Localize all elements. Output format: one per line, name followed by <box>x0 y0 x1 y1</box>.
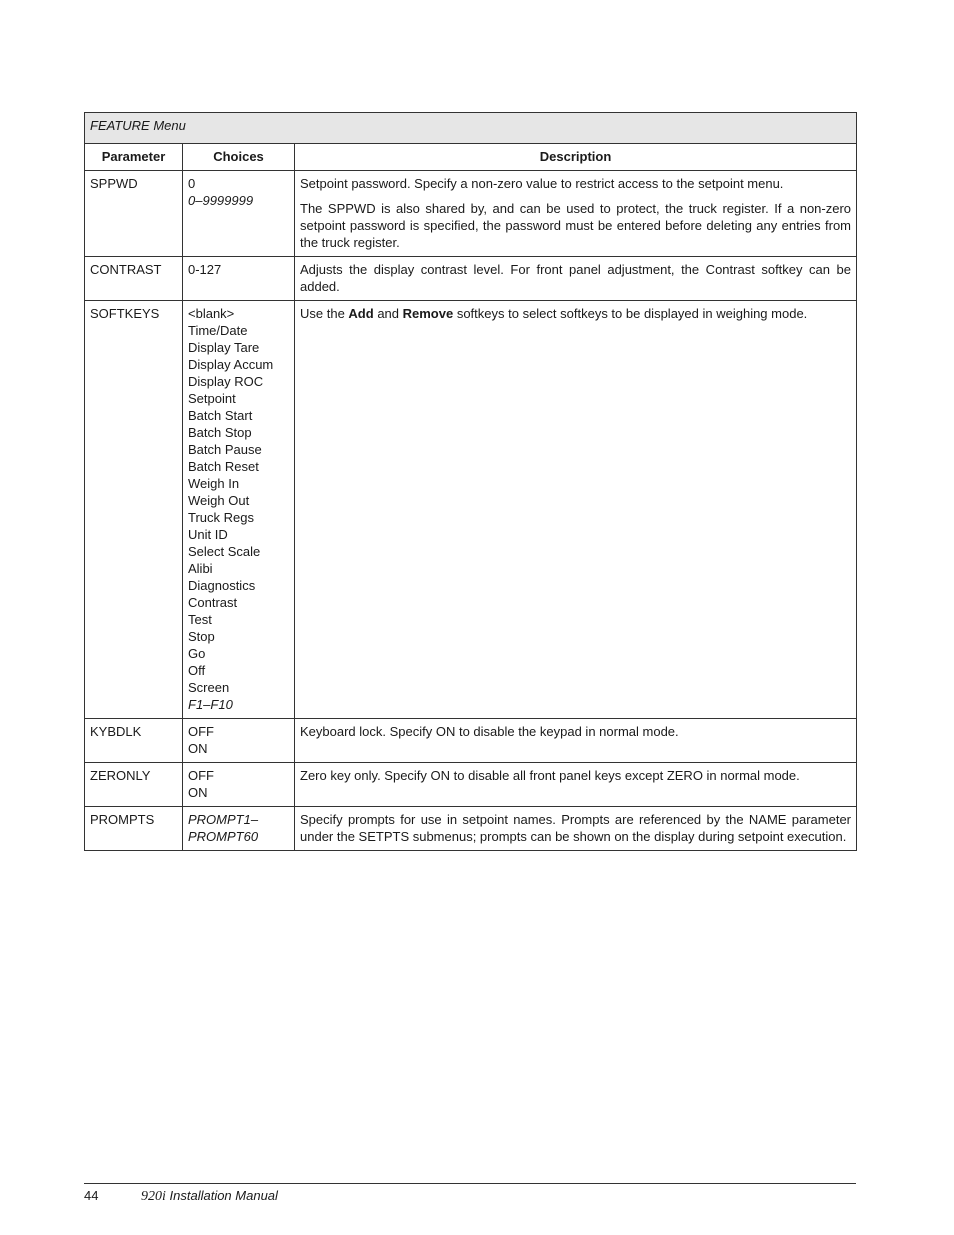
description-cell <box>295 763 857 807</box>
desc-text: and <box>373 306 403 321</box>
parameter-cell: SPPWD <box>85 171 183 257</box>
description-paragraph: Setpoint password. Specify a non-zero value to restrict access to the setpoint menu. <box>300 176 784 191</box>
choices-cell <box>183 719 295 763</box>
choice-item: 0-127 <box>188 262 222 277</box>
table-row <box>85 171 857 257</box>
choices-cell <box>183 301 295 719</box>
choice-item: Setpoint <box>188 391 236 406</box>
choice-item: Weigh In <box>188 476 240 491</box>
choice-item: Batch Stop <box>188 425 252 440</box>
manual-title: Installation Manual <box>169 1188 278 1203</box>
choice-item: Diagnostics <box>188 578 256 593</box>
table-header-row <box>85 144 857 171</box>
choice-item: Time/Date <box>188 323 248 338</box>
description-cell <box>295 719 857 763</box>
choices-cell <box>183 763 295 807</box>
footer-divider <box>84 1183 856 1184</box>
choice-item: Display ROC <box>188 374 264 389</box>
choice-item: Go <box>188 646 206 661</box>
choice-item: Contrast <box>188 595 238 610</box>
choices-cell <box>183 807 295 851</box>
choice-item: Batch Reset <box>188 459 259 474</box>
description-paragraph: Specify prompts for use in setpoint names. Prompts are referenced by the NAME parameter under the SETPTS submenus; prompts can be shown on the display during setpoint execution. <box>300 812 852 844</box>
choice-item: PROMPT1– <box>188 812 259 827</box>
choice-item: Truck Regs <box>188 510 254 525</box>
choice-item: <blank> <box>188 306 235 321</box>
remove-softkey-label: Remove <box>402 306 454 321</box>
choice-item: Off <box>188 663 206 678</box>
choice-item: Alibi <box>188 561 213 576</box>
choices-cell <box>183 171 295 257</box>
table-row <box>85 763 857 807</box>
choice-item: Test <box>188 612 212 627</box>
parameter-cell: KYBDLK <box>85 719 183 763</box>
parameter-cell: ZERONLY <box>85 763 183 807</box>
choice-item: Select Scale <box>188 544 261 559</box>
feature-menu-table <box>84 112 857 851</box>
table-title: FEATURE Menu <box>85 113 857 144</box>
table-row <box>85 257 857 301</box>
choice-item: Batch Start <box>188 408 253 423</box>
choice-item: Screen <box>188 680 230 695</box>
desc-text: Use the <box>300 306 349 321</box>
choice-item: Batch Pause <box>188 442 262 457</box>
product-model: 920i <box>141 1189 166 1204</box>
parameter-cell: SOFTKEYS <box>85 301 183 719</box>
description-cell <box>295 171 857 257</box>
choice-item: ON <box>188 785 208 800</box>
choice-item: PROMPT60 <box>188 829 259 844</box>
desc-text: softkeys to select softkeys to be displayed in weighing mode. <box>453 306 808 321</box>
choices-cell <box>183 257 295 301</box>
description-paragraph: Zero key only. Specify ON to disable all front panel keys except ZERO in normal mode. <box>300 768 800 783</box>
add-softkey-label: Add <box>348 306 374 321</box>
description-cell <box>295 301 857 719</box>
description-paragraph: Adjusts the display contrast level. For front panel adjustment, the Contrast softkey can be added. <box>300 262 852 294</box>
table-title-row <box>85 113 857 144</box>
page-footer <box>84 1188 278 1205</box>
description-cell <box>295 807 857 851</box>
choice-item: OFF <box>188 768 214 783</box>
description-cell <box>295 257 857 301</box>
choice-item: 0–9999999 <box>188 193 254 208</box>
header-choices: Choices <box>183 144 295 171</box>
choice-item: OFF <box>188 724 214 739</box>
parameter-cell: PROMPTS <box>85 807 183 851</box>
choice-item: Display Accum <box>188 357 274 372</box>
choice-item: ON <box>188 741 208 756</box>
choice-item: Stop <box>188 629 215 644</box>
header-parameter: Parameter <box>85 144 183 171</box>
page-number: 44 <box>84 1188 99 1203</box>
parameter-cell: CONTRAST <box>85 257 183 301</box>
header-description: Description <box>295 144 857 171</box>
table-row <box>85 301 857 719</box>
choice-item: 0 <box>188 176 196 191</box>
description-paragraph: The SPPWD is also shared by, and can be used to protect, the truck register. If a non-zero setpoint password is specified, the password must be entered before deleting any entries from the truck register. <box>300 201 852 250</box>
choice-item: Display Tare <box>188 340 260 355</box>
choice-item: F1–F10 <box>188 697 233 712</box>
table-row <box>85 719 857 763</box>
description-paragraph <box>300 305 851 322</box>
description-paragraph: Keyboard lock. Specify ON to disable the keypad in normal mode. <box>300 724 679 739</box>
choice-item: Weigh Out <box>188 493 250 508</box>
choice-item: Unit ID <box>188 527 228 542</box>
table-row <box>85 807 857 851</box>
